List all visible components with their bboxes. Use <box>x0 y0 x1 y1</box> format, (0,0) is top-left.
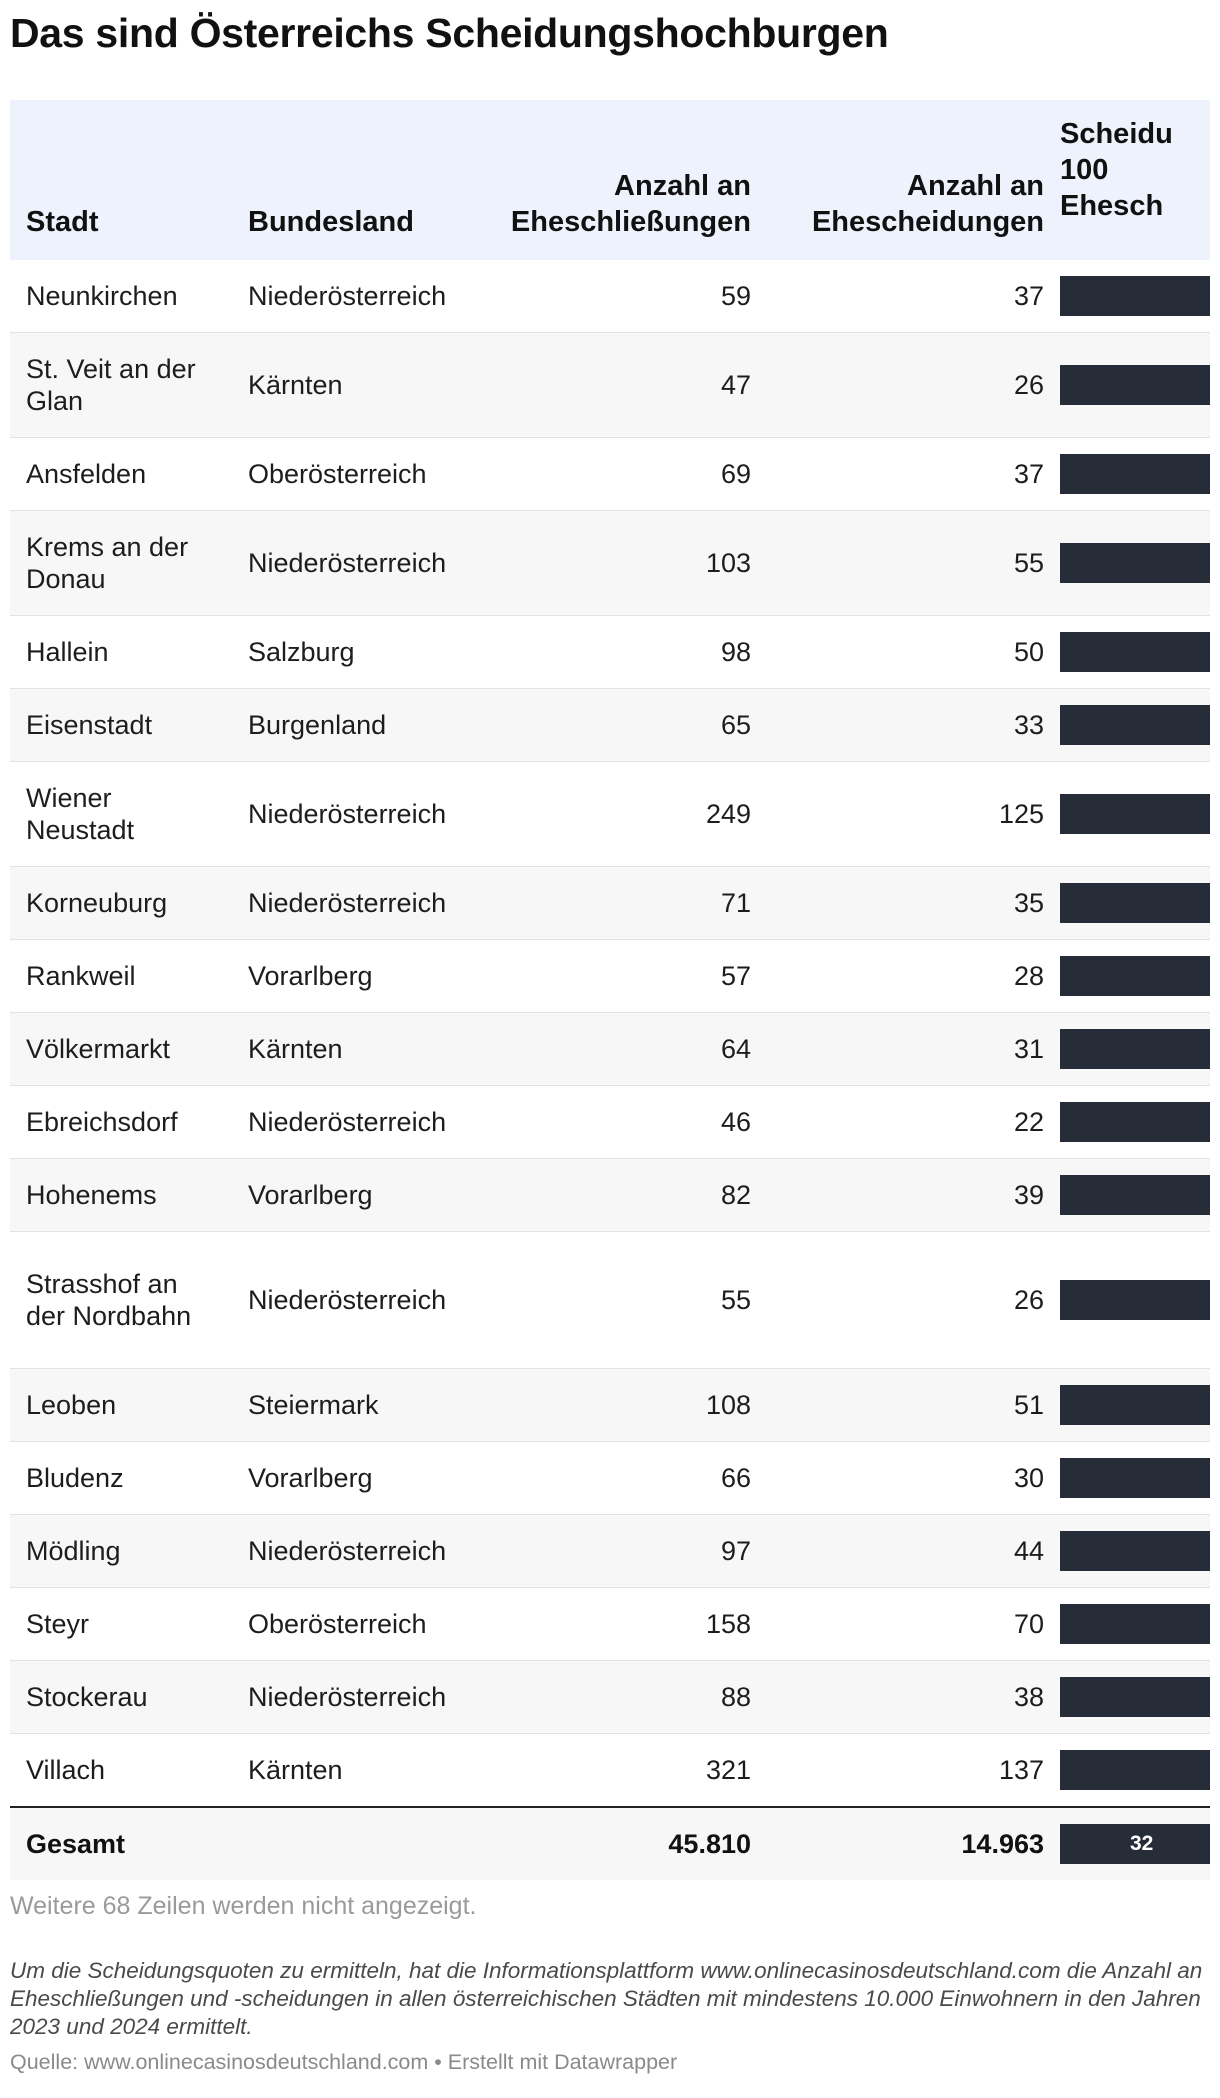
ehescheidungen-cell: 26 <box>767 1232 1060 1369</box>
eheschliessungen-cell: 108 <box>490 1369 767 1442</box>
ehescheidungen-cell: 37 <box>767 438 1060 511</box>
table-row <box>10 333 1210 438</box>
table-row <box>10 940 1210 1013</box>
quote-bar <box>1060 1750 1210 1790</box>
quote-bar <box>1060 1531 1210 1571</box>
ehescheidungen-cell: 51 <box>767 1369 1060 1442</box>
table-total-row <box>10 1807 1210 1880</box>
quote-cell <box>1060 616 1210 689</box>
total-label: Gesamt <box>10 1807 232 1880</box>
ehescheidungen-cell: 44 <box>767 1515 1060 1588</box>
ehescheidungen-cell: 28 <box>767 940 1060 1013</box>
quote-cell <box>1060 1086 1210 1159</box>
stadt-cell: Ansfelden <box>10 438 232 511</box>
table-row <box>10 1086 1210 1159</box>
quote-cell <box>1060 1661 1210 1734</box>
header-eheschliessungen[interactable]: Anzahl an Eheschließungen <box>490 100 767 260</box>
stadt-cell: Eisenstadt <box>10 689 232 762</box>
quote-bar <box>1060 543 1210 583</box>
quote-cell <box>1060 333 1210 438</box>
bundesland-cell: Niederösterreich <box>232 511 490 616</box>
ehescheidungen-cell: 22 <box>767 1086 1060 1159</box>
header-stadt[interactable]: Stadt <box>10 100 232 260</box>
eheschliessungen-cell: 158 <box>490 1588 767 1661</box>
quote-bar <box>1060 1102 1210 1142</box>
eheschliessungen-cell: 98 <box>490 616 767 689</box>
quote-bar <box>1060 883 1210 923</box>
stadt-cell: Völkermarkt <box>10 1013 232 1086</box>
total-quote-label: 32 <box>1130 1832 1154 1855</box>
data-table <box>10 100 1210 1880</box>
methodology-note: Um die Scheidungsquoten zu ermitteln, hat die Informationsplattform www.onlinecasinosdeutschland.com die Anzahl an Eheschließungen und -scheidungen in allen österreichischen Städten mit mindestens 10.000 Einwohnern in den Jahren 2023 und 2024 ermittelt. <box>10 1958 1203 2039</box>
quote-cell <box>1060 1515 1210 1588</box>
bundesland-cell: Salzburg <box>232 616 490 689</box>
source-line: Quelle: www.onlinecasinosdeutschland.com • Erstellt mit Datawrapper <box>10 2050 678 2074</box>
stadt-cell: Rankweil <box>10 940 232 1013</box>
ehescheidungen-cell: 70 <box>767 1588 1060 1661</box>
stadt-cell: Leoben <box>10 1369 232 1442</box>
header-bundesland[interactable]: Bundesland <box>232 100 490 260</box>
quote-cell <box>1060 1369 1210 1442</box>
stadt-cell: Steyr <box>10 1588 232 1661</box>
total-quote-cell <box>1060 1807 1210 1880</box>
table-row <box>10 762 1210 867</box>
quote-cell <box>1060 867 1210 940</box>
quote-bar <box>1060 1677 1210 1717</box>
bundesland-cell: Kärnten <box>232 1013 490 1086</box>
ehescheidungen-cell: 26 <box>767 333 1060 438</box>
quote-cell <box>1060 1734 1210 1808</box>
stadt-cell: St. Veit an der Glan <box>10 333 232 438</box>
ehescheidungen-cell: 31 <box>767 1013 1060 1086</box>
bundesland-cell: Niederösterreich <box>232 1515 490 1588</box>
table-row <box>10 438 1210 511</box>
ehescheidungen-cell: 30 <box>767 1442 1060 1515</box>
quote-bar <box>1060 956 1210 996</box>
bundesland-cell: Steiermark <box>232 1369 490 1442</box>
bundesland-cell: Niederösterreich <box>232 1086 490 1159</box>
ehescheidungen-cell: 125 <box>767 762 1060 867</box>
quote-cell <box>1060 1442 1210 1515</box>
table-row <box>10 689 1210 762</box>
table-row <box>10 1232 1210 1369</box>
quote-cell <box>1060 762 1210 867</box>
quote-bar <box>1060 632 1210 672</box>
total-eheschliessungen: 45.810 <box>490 1807 767 1880</box>
quote-cell <box>1060 1232 1210 1369</box>
ehescheidungen-cell: 37 <box>767 260 1060 333</box>
eheschliessungen-cell: 47 <box>490 333 767 438</box>
quote-bar <box>1060 365 1210 405</box>
ehescheidungen-cell: 39 <box>767 1159 1060 1232</box>
quote-cell <box>1060 940 1210 1013</box>
eheschliessungen-cell: 57 <box>490 940 767 1013</box>
bundesland-cell: Burgenland <box>232 689 490 762</box>
stadt-cell: Korneuburg <box>10 867 232 940</box>
bundesland-cell: Kärnten <box>232 333 490 438</box>
eheschliessungen-cell: 46 <box>490 1086 767 1159</box>
quote-bar <box>1060 705 1210 745</box>
bundesland-cell: Niederösterreich <box>232 260 490 333</box>
stadt-cell: Hohenems <box>10 1159 232 1232</box>
eheschliessungen-cell: 249 <box>490 762 767 867</box>
bundesland-cell: Oberösterreich <box>232 1588 490 1661</box>
quote-bar <box>1060 1604 1210 1644</box>
data-table-container[interactable] <box>10 100 1210 1880</box>
total-ehescheidungen: 14.963 <box>767 1807 1060 1880</box>
table-row <box>10 616 1210 689</box>
ehescheidungen-cell: 33 <box>767 689 1060 762</box>
stadt-cell: Hallein <box>10 616 232 689</box>
eheschliessungen-cell: 97 <box>490 1515 767 1588</box>
total-bundesland-empty <box>232 1807 490 1880</box>
eheschliessungen-cell: 65 <box>490 689 767 762</box>
eheschliessungen-cell: 321 <box>490 1734 767 1808</box>
stadt-cell: Mödling <box>10 1515 232 1588</box>
bundesland-cell: Vorarlberg <box>232 1442 490 1515</box>
bundesland-cell: Niederösterreich <box>232 762 490 867</box>
table-row <box>10 867 1210 940</box>
table-body <box>10 260 1210 1807</box>
quote-bar <box>1060 454 1210 494</box>
stadt-cell: Wiener Neustadt <box>10 762 232 867</box>
eheschliessungen-cell: 103 <box>490 511 767 616</box>
quote-cell <box>1060 438 1210 511</box>
quote-cell <box>1060 1588 1210 1661</box>
table-header-row <box>10 100 1210 260</box>
ehescheidungen-cell: 137 <box>767 1734 1060 1808</box>
eheschliessungen-cell: 55 <box>490 1232 767 1369</box>
eheschliessungen-cell: 64 <box>490 1013 767 1086</box>
quote-bar <box>1060 1175 1210 1215</box>
quote-bar <box>1060 1385 1210 1425</box>
bundesland-cell: Vorarlberg <box>232 1159 490 1232</box>
bundesland-cell: Kärnten <box>232 1734 490 1808</box>
stadt-cell: Villach <box>10 1734 232 1808</box>
ehescheidungen-cell: 38 <box>767 1661 1060 1734</box>
stadt-cell: Neunkirchen <box>10 260 232 333</box>
table-row <box>10 1369 1210 1442</box>
table-row <box>10 1661 1210 1734</box>
more-rows-note: Weitere 68 Zeilen werden nicht angezeigt. <box>10 1892 477 1920</box>
total-quote-bar <box>1060 1824 1210 1864</box>
ehescheidungen-cell: 35 <box>767 867 1060 940</box>
stadt-cell: Ebreichsdorf <box>10 1086 232 1159</box>
table-row <box>10 1588 1210 1661</box>
quote-bar <box>1060 1029 1210 1069</box>
ehescheidungen-cell: 55 <box>767 511 1060 616</box>
page-title: Das sind Österreichs Scheidungshochburgen <box>10 10 889 56</box>
quote-cell <box>1060 260 1210 333</box>
quote-bar <box>1060 1458 1210 1498</box>
table-row <box>10 511 1210 616</box>
bundesland-cell: Niederösterreich <box>232 867 490 940</box>
table-row <box>10 1013 1210 1086</box>
table-row <box>10 1734 1210 1808</box>
header-ehescheidungen[interactable]: Anzahl an Ehescheidungen <box>767 100 1060 260</box>
table-row <box>10 1515 1210 1588</box>
eheschliessungen-cell: 71 <box>490 867 767 940</box>
quote-bar <box>1060 794 1210 834</box>
quote-bar <box>1060 276 1210 316</box>
eheschliessungen-cell: 88 <box>490 1661 767 1734</box>
table-row <box>10 1442 1210 1515</box>
eheschliessungen-cell: 59 <box>490 260 767 333</box>
table-row <box>10 260 1210 333</box>
header-scheidungsquote[interactable]: Scheidu 100 Ehesch <box>1060 100 1210 260</box>
eheschliessungen-cell: 69 <box>490 438 767 511</box>
bundesland-cell: Niederösterreich <box>232 1232 490 1369</box>
bundesland-cell: Niederösterreich <box>232 1661 490 1734</box>
eheschliessungen-cell: 82 <box>490 1159 767 1232</box>
quote-cell <box>1060 689 1210 762</box>
quote-bar <box>1060 1280 1210 1320</box>
stadt-cell: Bludenz <box>10 1442 232 1515</box>
quote-cell <box>1060 1013 1210 1086</box>
bundesland-cell: Oberösterreich <box>232 438 490 511</box>
quote-cell <box>1060 511 1210 616</box>
stadt-cell: Stockerau <box>10 1661 232 1734</box>
stadt-cell: Krems an der Donau <box>10 511 232 616</box>
eheschliessungen-cell: 66 <box>490 1442 767 1515</box>
bundesland-cell: Vorarlberg <box>232 940 490 1013</box>
quote-cell <box>1060 1159 1210 1232</box>
stadt-cell: Strasshof an der Nordbahn <box>10 1232 232 1369</box>
table-row <box>10 1159 1210 1232</box>
ehescheidungen-cell: 50 <box>767 616 1060 689</box>
